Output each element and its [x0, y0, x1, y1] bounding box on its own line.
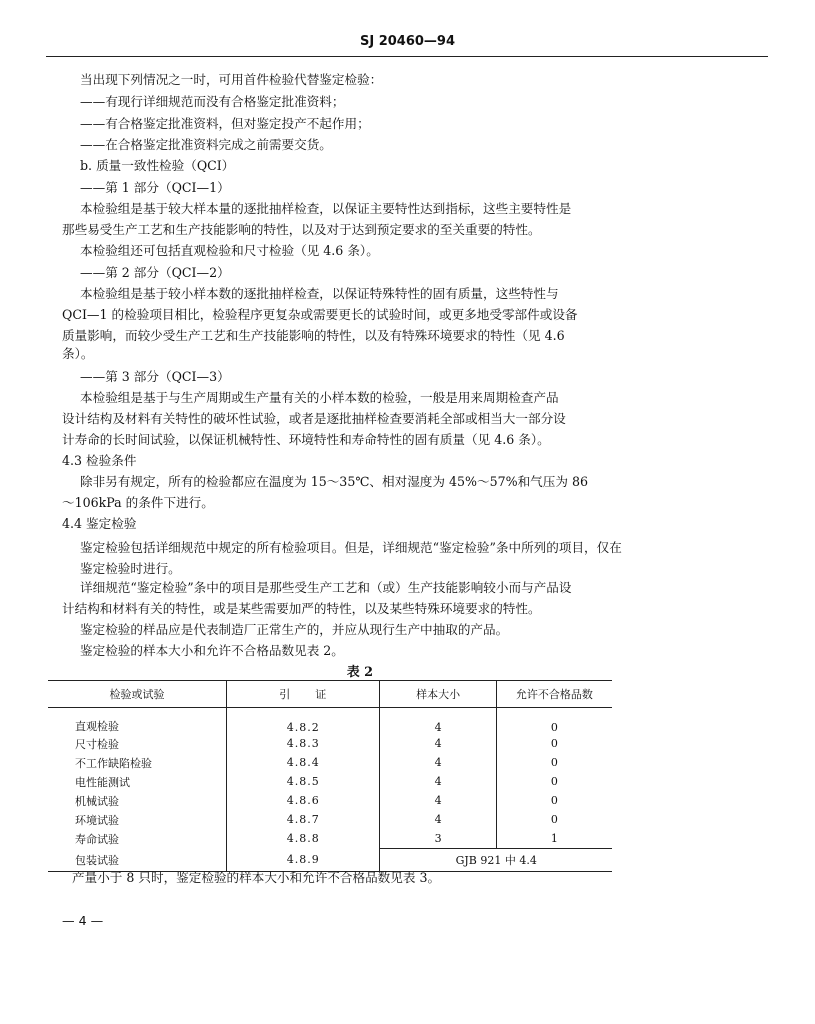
- cell-size: 4: [380, 772, 496, 791]
- body-line: ——第 1 部分（QCI—1）: [80, 180, 230, 195]
- body-line: 质量影响，而较少受生产工艺和生产技能影响的特性，以及有特殊环境要求的特性（见 4.6: [62, 328, 565, 343]
- body-line: ——在合格鉴定批准资料完成之前需要交货。: [80, 137, 332, 152]
- table-row: [48, 734, 612, 753]
- page-number: — 4 —: [62, 913, 104, 928]
- body-line: ——有合格鉴定批准资料，但对鉴定投产不起作用；: [80, 116, 370, 131]
- table-row: [48, 829, 612, 849]
- cell-ref: 4.8.4: [226, 753, 379, 772]
- cell-test: 电性能测试: [48, 772, 226, 791]
- cell-ref: 4.8.2: [226, 708, 379, 735]
- cell-allowed: 0: [550, 737, 558, 750]
- body-line: 详细规范“鉴定检验”条中的项目是那些受生产工艺和（或）生产技能影响较小而与产品设: [80, 580, 572, 595]
- cell-size: 4: [380, 810, 496, 829]
- cell-test: 机械试验: [48, 791, 226, 810]
- cell-merged-standard: GJB 921 中 4.4: [380, 849, 612, 872]
- body-line: 本检验组是基于与生产周期或生产量有关的小样本数的检验，一般是用来周期检查产品: [80, 390, 559, 405]
- cell-allowed: 0: [550, 775, 558, 788]
- body-line: 设计结构及材料有关特性的破坏性试验，或者是逐批抽样检查要消耗全部或相当大一部分设: [62, 411, 566, 426]
- cell-size: 4: [380, 791, 496, 810]
- body-line: 本检验组是基于较大样本量的逐批抽样检查，以保证主要特性达到指标，这些主要特性是: [80, 201, 572, 216]
- body-line: 条）。: [62, 346, 94, 361]
- body-line: ——第 2 部分（QCI—2）: [80, 265, 230, 280]
- body-paragraph: 鉴定检验包括详细规范中规定的所有检验项目。但是，详细规范“鉴定检验”条中所列的项目，仅在鉴定检验时进行。: [80, 540, 622, 576]
- table-row: [48, 810, 612, 829]
- cell-allowed: 0: [550, 813, 558, 826]
- cell-allowed: 0: [550, 721, 558, 734]
- header-allowed-defects: 允许不合格品数: [496, 681, 612, 708]
- body-line: 鉴定检验的样本大小和允许不合格品数见表 2。: [80, 643, 344, 658]
- table-row-packaging: [48, 849, 612, 872]
- body-line: ——有现行详细规范而没有合格鉴定批准资料；: [80, 94, 345, 109]
- cell-ref: 4.8.9: [226, 849, 379, 872]
- cell-ref: 4.8.6: [226, 791, 379, 810]
- body-line: QCI—1 的检验项目相比，检验程序更复杂或需要更长的试验时间，或更多地受零部件或设备: [62, 307, 578, 322]
- body-line: 计结构和材料有关的特性，或是某些需要加严的特性，以及某些特殊环境要求的特性。: [62, 601, 541, 616]
- cell-ref: 4.8.8: [226, 829, 379, 849]
- cell-size: 4: [380, 753, 496, 772]
- body-line: 除非另有规定，所有的检验都应在温度为 15～35℃、相对湿度为 45%～57%和气压为 86: [80, 474, 588, 489]
- body-line: 当出现下列情况之一时，可用首件检验代替鉴定检验：: [80, 72, 383, 87]
- cell-test: 直观检验: [48, 708, 226, 735]
- body-line: ——第 3 部分（QCI—3）: [80, 369, 230, 384]
- section-heading-4-3: 4.3 检验条件: [62, 453, 137, 468]
- table-row: [48, 772, 612, 791]
- header-rule: [46, 56, 768, 57]
- cell-allowed: 1: [550, 832, 558, 845]
- body-line: ～106kPa 的条件下进行。: [62, 495, 214, 510]
- header-sample-size: 样本大小: [380, 681, 496, 708]
- cell-size: 4: [380, 734, 496, 753]
- header-reference: 引 证: [226, 681, 379, 708]
- cell-test: 尺寸检验: [48, 734, 226, 753]
- after-table-note: 产量小于 8 只时，鉴定检验的样本大小和允许不合格品数见表 3。: [72, 870, 441, 885]
- table-caption: 表 2: [346, 665, 374, 680]
- body-line: 计寿命的长时间试验，以保证机械特性、环境特性和寿命特性的固有质量（见 4.6 条）。: [62, 432, 550, 447]
- cell-test: 寿命试验: [48, 829, 226, 849]
- list-item-b: b. 质量一致性检验（QCI）: [80, 158, 235, 173]
- cell-test: 环境试验: [48, 810, 226, 829]
- cell-allowed: 0: [550, 756, 558, 769]
- table-header-row: [48, 681, 612, 708]
- body-line: 本检验组是基于较小样本数的逐批抽样检查，以保证特殊特性的固有质量，这些特性与: [80, 286, 559, 301]
- inspection-table: [48, 680, 612, 872]
- table-row: [48, 708, 612, 735]
- body-line: 鉴定检验的样品应是代表制造厂正常生产的，并应从现行生产中抽取的产品。: [80, 622, 509, 637]
- header-test: 检验或试验: [48, 681, 226, 708]
- body-line: 本检验组还可包括直观检验和尺寸检验（见 4.6 条）。: [80, 243, 379, 258]
- document-header: SJ 20460—94: [359, 34, 456, 49]
- cell-size: 4: [380, 708, 496, 735]
- cell-ref: 4.8.5: [226, 772, 379, 791]
- cell-ref: 4.8.7: [226, 810, 379, 829]
- cell-test: 不工作缺陷检验: [48, 753, 226, 772]
- cell-ref: 4.8.3: [226, 734, 379, 753]
- table-row: [48, 791, 612, 810]
- cell-size: 3: [380, 829, 496, 849]
- table-row: [48, 753, 612, 772]
- cell-allowed: 0: [550, 794, 558, 807]
- body-line: 那些易受生产工艺和生产技能影响的特性，以及对于达到预定要求的至关重要的特性。: [62, 222, 541, 237]
- section-heading-4-4: 4.4 鉴定检验: [62, 516, 137, 531]
- cell-test: 包装试验: [48, 849, 226, 872]
